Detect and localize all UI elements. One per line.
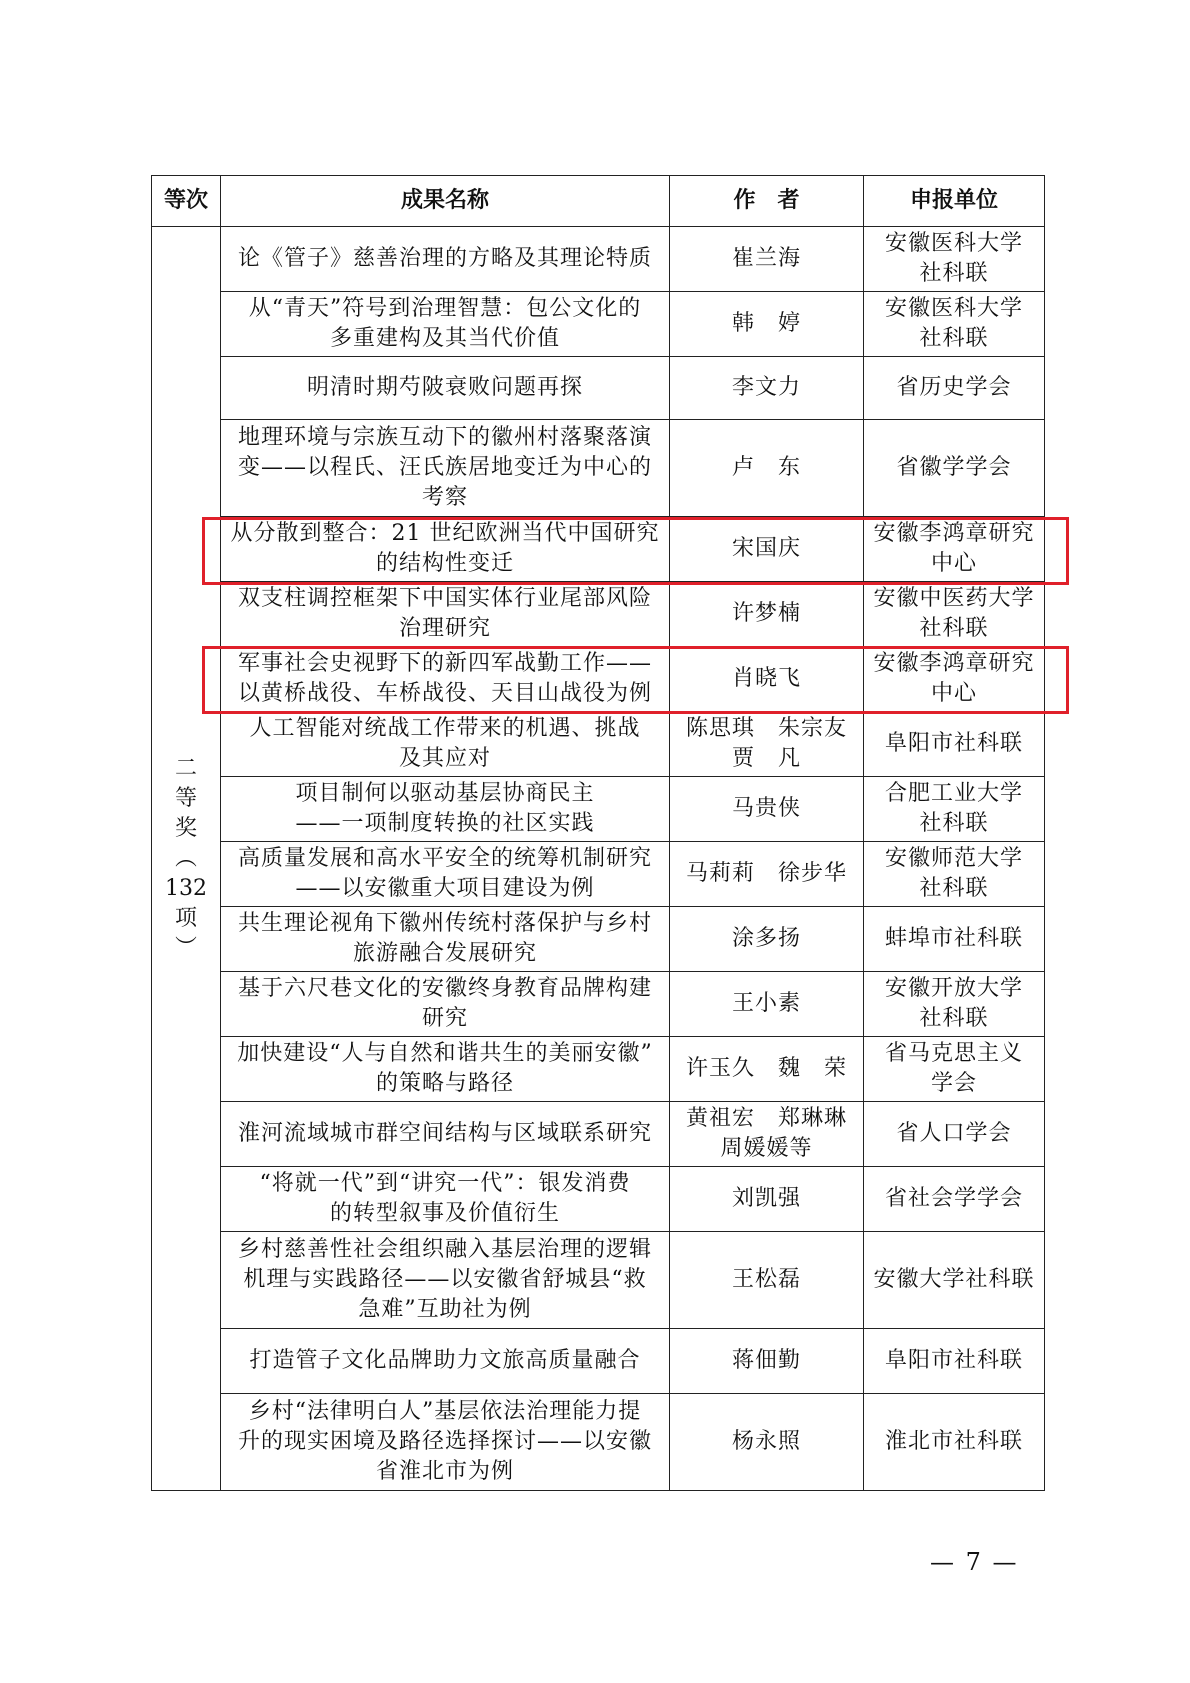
- grade-char: ︵: [174, 845, 197, 871]
- author-cell: [670, 842, 864, 907]
- unit-text: 省徽学学会: [896, 455, 1012, 480]
- table-row: [152, 777, 1045, 842]
- table-row: [152, 972, 1045, 1037]
- title-text: 乡村慈善性社会组织融入基层治理的逻辑 机理与实践路径——以安徽省舒城县“救 急难”互助社为例: [237, 1237, 652, 1322]
- title-cell: [221, 582, 670, 647]
- unit-text: 淮北市社科联: [884, 1429, 1023, 1454]
- author-text: 王松磊: [731, 1267, 801, 1292]
- title-cell: [221, 357, 670, 420]
- title-cell: [221, 1394, 670, 1491]
- unit-text: 阜阳市社科联: [884, 1348, 1023, 1373]
- author-text: 宋国庆: [731, 536, 801, 561]
- author-cell: [670, 907, 864, 972]
- unit-cell: [864, 1167, 1045, 1232]
- title-cell: [221, 1037, 670, 1102]
- unit-text: 省人口学会: [896, 1121, 1012, 1146]
- unit-text: 阜阳市社科联: [884, 731, 1023, 756]
- author-cell: [670, 357, 864, 420]
- unit-text: 安徽医科大学 社科联: [884, 231, 1023, 286]
- unit-text: 省社会学学会: [884, 1186, 1023, 1211]
- page-number: — 7 —: [930, 1548, 1019, 1576]
- author-text: 王小素: [731, 991, 801, 1016]
- grade-cell: [152, 227, 221, 1491]
- table-row: [152, 357, 1045, 420]
- author-text: 肖晓飞: [731, 666, 801, 691]
- unit-cell: [864, 972, 1045, 1037]
- unit-text: 安徽开放大学 社科联: [884, 976, 1023, 1031]
- author-text: 陈思琪 朱宗友 贾 凡: [685, 716, 847, 771]
- title-cell: [221, 292, 670, 357]
- author-cell: [670, 1167, 864, 1232]
- title-cell: [221, 842, 670, 907]
- title-cell: [221, 420, 670, 517]
- title-text: 军事社会史视野下的新四军战勤工作—— 以黄桥战役、车桥战役、天目山战役为例: [237, 651, 652, 706]
- title-text: 从“青天”符号到治理智慧：包公文化的 多重建构及其当代价值: [248, 296, 642, 351]
- author-cell: [670, 227, 864, 292]
- unit-cell: [864, 1394, 1045, 1491]
- author-cell: [670, 1232, 864, 1329]
- author-text: 韩 婷: [731, 311, 801, 336]
- table-row: [152, 1394, 1045, 1491]
- table-row: [152, 842, 1045, 907]
- table-header-row: [152, 176, 1045, 227]
- author-text: 蒋佃勤: [731, 1348, 801, 1373]
- title-text: 论《管子》慈善治理的方略及其理论特质: [237, 246, 652, 271]
- unit-cell: [864, 1232, 1045, 1329]
- unit-text: 安徽师范大学 社科联: [884, 846, 1023, 901]
- author-cell: [670, 1102, 864, 1167]
- title-cell: [221, 1329, 670, 1394]
- author-text: 李文力: [731, 375, 801, 400]
- title-text: 打造管子文化品牌助力文旅高质量融合: [249, 1348, 641, 1373]
- unit-cell: [864, 357, 1045, 420]
- highlight-box-1: [202, 517, 1069, 585]
- title-text: 乡村“法律明白人”基层依法治理能力提 升的现实困境及路径选择探讨——以安徽 省淮北市为例: [237, 1399, 652, 1484]
- grade-char: 奖: [174, 815, 197, 841]
- author-text: 马贵侠: [731, 796, 801, 821]
- header-unit: 申报单位: [864, 176, 1045, 227]
- unit-cell: [864, 582, 1045, 647]
- title-text: 从分散到整合：21 世纪欧洲当代中国研究 的结构性变迁: [230, 521, 660, 576]
- unit-text: 蚌埠市社科联: [884, 926, 1023, 951]
- title-text: 淮河流域城市群空间结构与区域联系研究: [237, 1121, 652, 1146]
- author-cell: [670, 292, 864, 357]
- author-text: 卢 东: [731, 455, 801, 480]
- title-text: 基于六尺巷文化的安徽终身教育品牌构建 研究: [237, 976, 652, 1031]
- header-grade: 等次: [152, 176, 221, 227]
- table-row: [152, 1232, 1045, 1329]
- unit-cell: [864, 1037, 1045, 1102]
- header-title: 成果名称: [221, 176, 670, 227]
- table-row: [152, 907, 1045, 972]
- author-text: 许梦楠: [731, 601, 801, 626]
- author-cell: [670, 1037, 864, 1102]
- title-cell: [221, 712, 670, 777]
- author-cell: [670, 582, 864, 647]
- table-row: [152, 292, 1045, 357]
- title-text: 双支柱调控框架下中国实体行业尾部风险 治理研究: [237, 586, 652, 641]
- unit-text: 安徽李鸿章研究 中心: [873, 651, 1035, 706]
- table-row: [152, 582, 1045, 647]
- grade-char: 132: [165, 875, 207, 901]
- title-text: 明清时期芍陂衰败问题再探: [306, 375, 583, 400]
- table-row: [152, 1329, 1045, 1394]
- title-text: 项目制何以驱动基层协商民主 ——一项制度转换的社区实践: [295, 781, 595, 836]
- grade-char: 项: [174, 905, 197, 931]
- table-row: [152, 420, 1045, 517]
- title-text: “将就一代”到“讲究一代”：银发消费 的转型叙事及价值衍生: [259, 1171, 631, 1226]
- unit-cell: [864, 842, 1045, 907]
- table-body: [152, 227, 1045, 1491]
- unit-cell: [864, 907, 1045, 972]
- header-author: 作 者: [670, 176, 864, 227]
- author-text: 黄祖宏 郑琳琳 周媛媛等: [685, 1106, 847, 1161]
- author-cell: [670, 777, 864, 842]
- title-cell: [221, 907, 670, 972]
- title-cell: [221, 1232, 670, 1329]
- title-text: 地理环境与宗族互动下的徽州村落聚落演 变——以程氏、汪氏族居地变迁为中心的 考察: [237, 425, 652, 510]
- unit-text: 安徽中医药大学 社科联: [873, 586, 1035, 641]
- unit-cell: [864, 292, 1045, 357]
- title-cell: [221, 1102, 670, 1167]
- author-cell: [670, 420, 864, 517]
- author-text: 刘凯强: [731, 1186, 801, 1211]
- unit-cell: [864, 227, 1045, 292]
- unit-cell: [864, 1329, 1045, 1394]
- author-cell: [670, 1329, 864, 1394]
- author-text: 马莉莉 徐步华: [685, 861, 847, 886]
- author-cell: [670, 972, 864, 1037]
- unit-text: 安徽医科大学 社科联: [884, 296, 1023, 351]
- unit-text: 安徽大学社科联: [873, 1267, 1035, 1292]
- author-cell: [670, 1394, 864, 1491]
- table-row: [152, 227, 1045, 292]
- award-table: [151, 175, 1045, 1491]
- title-cell: [221, 227, 670, 292]
- unit-text: 省马克思主义 学会: [884, 1041, 1023, 1096]
- author-text: 崔兰海: [731, 246, 801, 271]
- title-text: 人工智能对统战工作带来的机遇、挑战 及其应对: [249, 716, 641, 771]
- title-cell: [221, 1167, 670, 1232]
- title-text: 共生理论视角下徽州传统村落保护与乡村 旅游融合发展研究: [237, 911, 652, 966]
- grade-char: 二: [174, 755, 197, 781]
- author-cell: [670, 712, 864, 777]
- grade-char: ︶: [174, 935, 197, 961]
- table-row: [152, 1102, 1045, 1167]
- unit-text: 合肥工业大学 社科联: [884, 781, 1023, 836]
- author-text: 涂多扬: [731, 926, 801, 951]
- title-cell: [221, 777, 670, 842]
- grade-char: 等: [174, 785, 197, 811]
- table-row: [152, 1037, 1045, 1102]
- unit-cell: [864, 777, 1045, 842]
- highlight-box-2: [202, 646, 1069, 714]
- unit-cell: [864, 420, 1045, 517]
- title-text: 加快建设“人与自然和谐共生的美丽安徽” 的策略与路径: [237, 1041, 653, 1096]
- table-row: [152, 1167, 1045, 1232]
- table-row: [152, 712, 1045, 777]
- unit-cell: [864, 1102, 1045, 1167]
- unit-text: 省历史学会: [896, 375, 1012, 400]
- unit-text: 安徽李鸿章研究 中心: [873, 521, 1035, 576]
- author-text: 杨永照: [731, 1429, 801, 1454]
- title-text: 高质量发展和高水平安全的统筹机制研究 ——以安徽重大项目建设为例: [237, 846, 652, 901]
- author-text: 许玉久 魏 荣: [685, 1056, 847, 1081]
- title-cell: [221, 972, 670, 1037]
- unit-cell: [864, 712, 1045, 777]
